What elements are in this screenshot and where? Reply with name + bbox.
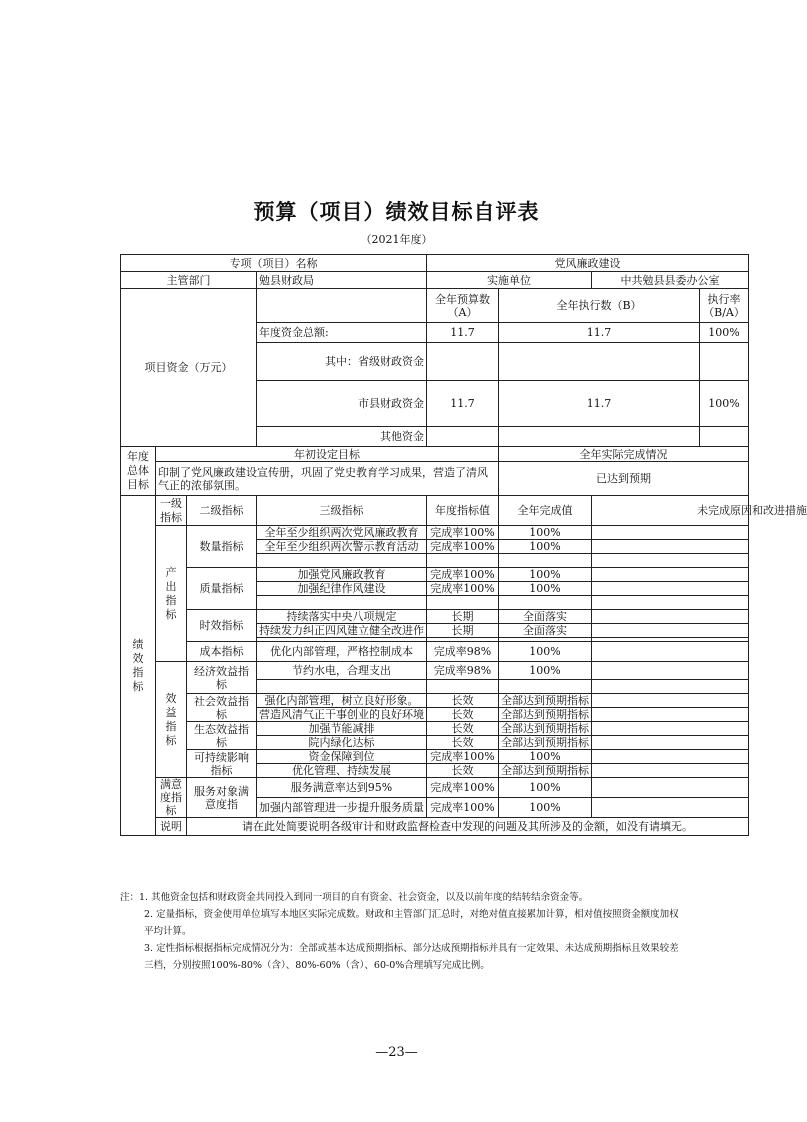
footnote: 注：1. 其他资金包括和财政资金共同投入到同一项目的自有资金、社会资金，以及以前年度的结转结余资金等。 — [120, 892, 589, 903]
l3-cell: 节约水电，合理支出 — [257, 662, 427, 680]
remark-value: 请在此处简要说明各级审计和财政监督检查中发现的问题及其所涉及的金额，如没有请填无。 — [187, 818, 749, 836]
header-l1: 一级指标 — [156, 496, 187, 526]
funds-row-exec — [499, 343, 700, 381]
funds-row-name: 其他资金 — [257, 427, 427, 447]
funds-row-budget: 11.7 — [427, 381, 499, 427]
target-cell: 完成率100% — [427, 582, 499, 596]
target-cell: 完成率100% — [427, 540, 499, 554]
done-cell: 100% — [499, 662, 592, 680]
self-evaluation-table — [120, 254, 807, 836]
target-cell: 长效 — [427, 694, 499, 708]
remark-label: 说明 — [156, 818, 187, 836]
benefit-label: 效益指标 — [156, 662, 187, 778]
done-cell: 100% — [499, 568, 592, 582]
funds-row-rate: 100% — [700, 323, 749, 343]
l3-cell: 加强纪律作风建设 — [257, 582, 427, 596]
funds-row-rate — [700, 427, 749, 447]
done-cell: 全面落实 — [499, 624, 592, 638]
ecological-label: 生态效益指标 — [187, 722, 257, 750]
done-cell: 全面落实 — [499, 610, 592, 624]
funds-row-budget — [427, 343, 499, 381]
done-cell: 100% — [499, 778, 592, 798]
rate-header: 执行率（B/A） — [700, 289, 749, 323]
done-cell: 100% — [499, 540, 592, 554]
done-cell: 100% — [499, 642, 592, 662]
footnote: 3. 定性指标根据指标完成情况分为：全部或基本达成预期指标、部分达成预期指标并具有一定效果、未达成预期指标且效果较差三档，分别按照100%-80%（含）、80%-60%（含）、60-0%合理填写完成比例。 — [144, 943, 679, 971]
l3-cell: 加强党风廉政教育 — [257, 568, 427, 582]
project-name-label: 专项（项目）名称 — [121, 255, 427, 272]
project-name-value: 党风廉政建设 — [427, 255, 749, 272]
header-target: 年度指标值 — [427, 496, 499, 526]
goals-label: 年度总体目标 — [121, 447, 156, 496]
done-cell: 100% — [499, 750, 592, 764]
l3-cell: 全年至少组织两次党风廉政教育 — [257, 526, 427, 540]
target-cell: 长期 — [427, 610, 499, 624]
funds-row-rate: 100% — [700, 381, 749, 427]
target-cell: 长期 — [427, 624, 499, 638]
target-cell: 完成率100% — [427, 568, 499, 582]
year-label: （2021年度） — [360, 233, 433, 246]
l3-cell: 加强节能减排 — [257, 722, 427, 736]
output-label: 产出指标 — [156, 526, 187, 662]
cost-label: 成本指标 — [187, 642, 257, 662]
done-cell: 100% — [499, 582, 592, 596]
l3-cell: 持续落实中央八项规定 — [257, 610, 427, 624]
satisfaction-label: 满意度指标 — [156, 778, 187, 818]
funds-label: 项目资金（万元） — [121, 289, 257, 447]
l3-cell: 院内绿化达标 — [257, 736, 427, 750]
done-cell: 全部达到预期指标 — [499, 708, 592, 722]
goals-actual-header: 全年实际完成情况 — [499, 447, 749, 462]
target-cell: 长效 — [427, 708, 499, 722]
done-cell: 全部达到预期指标 — [499, 736, 592, 750]
dept-label: 主管部门 — [121, 272, 257, 289]
budget-header: 全年预算数（A） — [427, 289, 499, 323]
funds-row-exec: 11.7 — [499, 381, 700, 427]
target-cell: 完成率100% — [427, 750, 499, 764]
target-cell: 完成率98% — [427, 642, 499, 662]
target-cell: 长效 — [427, 722, 499, 736]
indicators-label: 绩效指标 — [121, 496, 156, 836]
l3-cell: 优化管理、持续发展 — [257, 764, 427, 778]
l3-cell: 优化内部管理，严格控制成本 — [257, 642, 427, 662]
timeliness-label: 时效指标 — [187, 610, 257, 642]
header-l2: 二级指标 — [187, 496, 257, 526]
target-cell: 长效 — [427, 736, 499, 750]
target-cell: 完成率98% — [427, 662, 499, 680]
target-cell: 完成率100% — [427, 778, 499, 798]
page-number: —23— — [375, 1045, 418, 1060]
quantity-label: 数量指标 — [187, 526, 257, 568]
funds-row-budget: 11.7 — [427, 323, 499, 343]
page-title: 预算（项目）绩效目标自评表 — [253, 199, 540, 224]
done-cell: 全部达到预期指标 — [499, 722, 592, 736]
l3-cell: 营造风清气正干事创业的良好环境 — [257, 708, 427, 722]
funds-row-exec — [499, 427, 700, 447]
economic-label: 经济效益指标 — [187, 662, 257, 694]
header-l3: 三级指标 — [257, 496, 427, 526]
exec-header: 全年执行数（B） — [499, 289, 700, 323]
header-done: 全年完成值 — [499, 496, 592, 526]
done-cell: 100% — [499, 526, 592, 540]
target-cell: 完成率100% — [427, 526, 499, 540]
funds-row-budget — [427, 427, 499, 447]
done-cell: 全部达到预期指标 — [499, 764, 592, 778]
goals-actual-value: 已达到预期 — [499, 462, 749, 496]
funds-row-rate — [700, 343, 749, 381]
footnotes — [120, 889, 680, 974]
impl-unit-label: 实施单位 — [427, 272, 592, 289]
sustain-label: 可持续影响指标 — [187, 750, 257, 778]
funds-row-name: 其中：省级财政资金 — [257, 343, 427, 381]
done-cell: 100% — [499, 798, 592, 818]
impl-unit-value: 中共勉县县委办公室 — [592, 272, 749, 289]
social-label: 社会效益指标 — [187, 694, 257, 722]
l3-cell: 服务满意率达到95% — [257, 778, 427, 798]
l3-cell: 强化内部管理，树立良好形象。 — [257, 694, 427, 708]
service-label: 服务对象满意度指 — [187, 778, 257, 818]
l3-cell: 资金保障到位 — [257, 750, 427, 764]
target-cell: 完成率100% — [427, 798, 499, 818]
l3-cell: 加强内部管理进一步提升服务质量 — [257, 798, 427, 818]
funds-row-name: 市县财政资金 — [257, 381, 427, 427]
footnote: 2. 定量指标，资金使用单位填写本地区实际完成数。财政和主管部门汇总时，对绝对值直接累加计算，相对值按照资金额度加权平均计算。 — [144, 909, 679, 937]
l3-cell: 全年至少组织两次警示教育活动 — [257, 540, 427, 554]
l3-cell: 持续发力纠正四风建立健全改进作 — [257, 624, 427, 638]
done-cell: 全部达到预期指标 — [499, 694, 592, 708]
funds-row-exec: 11.7 — [499, 323, 700, 343]
quality-label: 质量指标 — [187, 568, 257, 610]
target-cell: 长效 — [427, 764, 499, 778]
goals-initial-header: 年初设定目标 — [156, 447, 499, 462]
funds-row-name: 年度资金总额: — [257, 323, 427, 343]
goals-initial-value: 印制了党风廉政建设宣传册，巩固了党史教育学习成果，营造了清风气正的浓郁氛围。 — [156, 462, 499, 496]
header-reason: 未完成原因和改进措施 — [592, 496, 749, 526]
dept-value: 勉县财政局 — [257, 272, 427, 289]
